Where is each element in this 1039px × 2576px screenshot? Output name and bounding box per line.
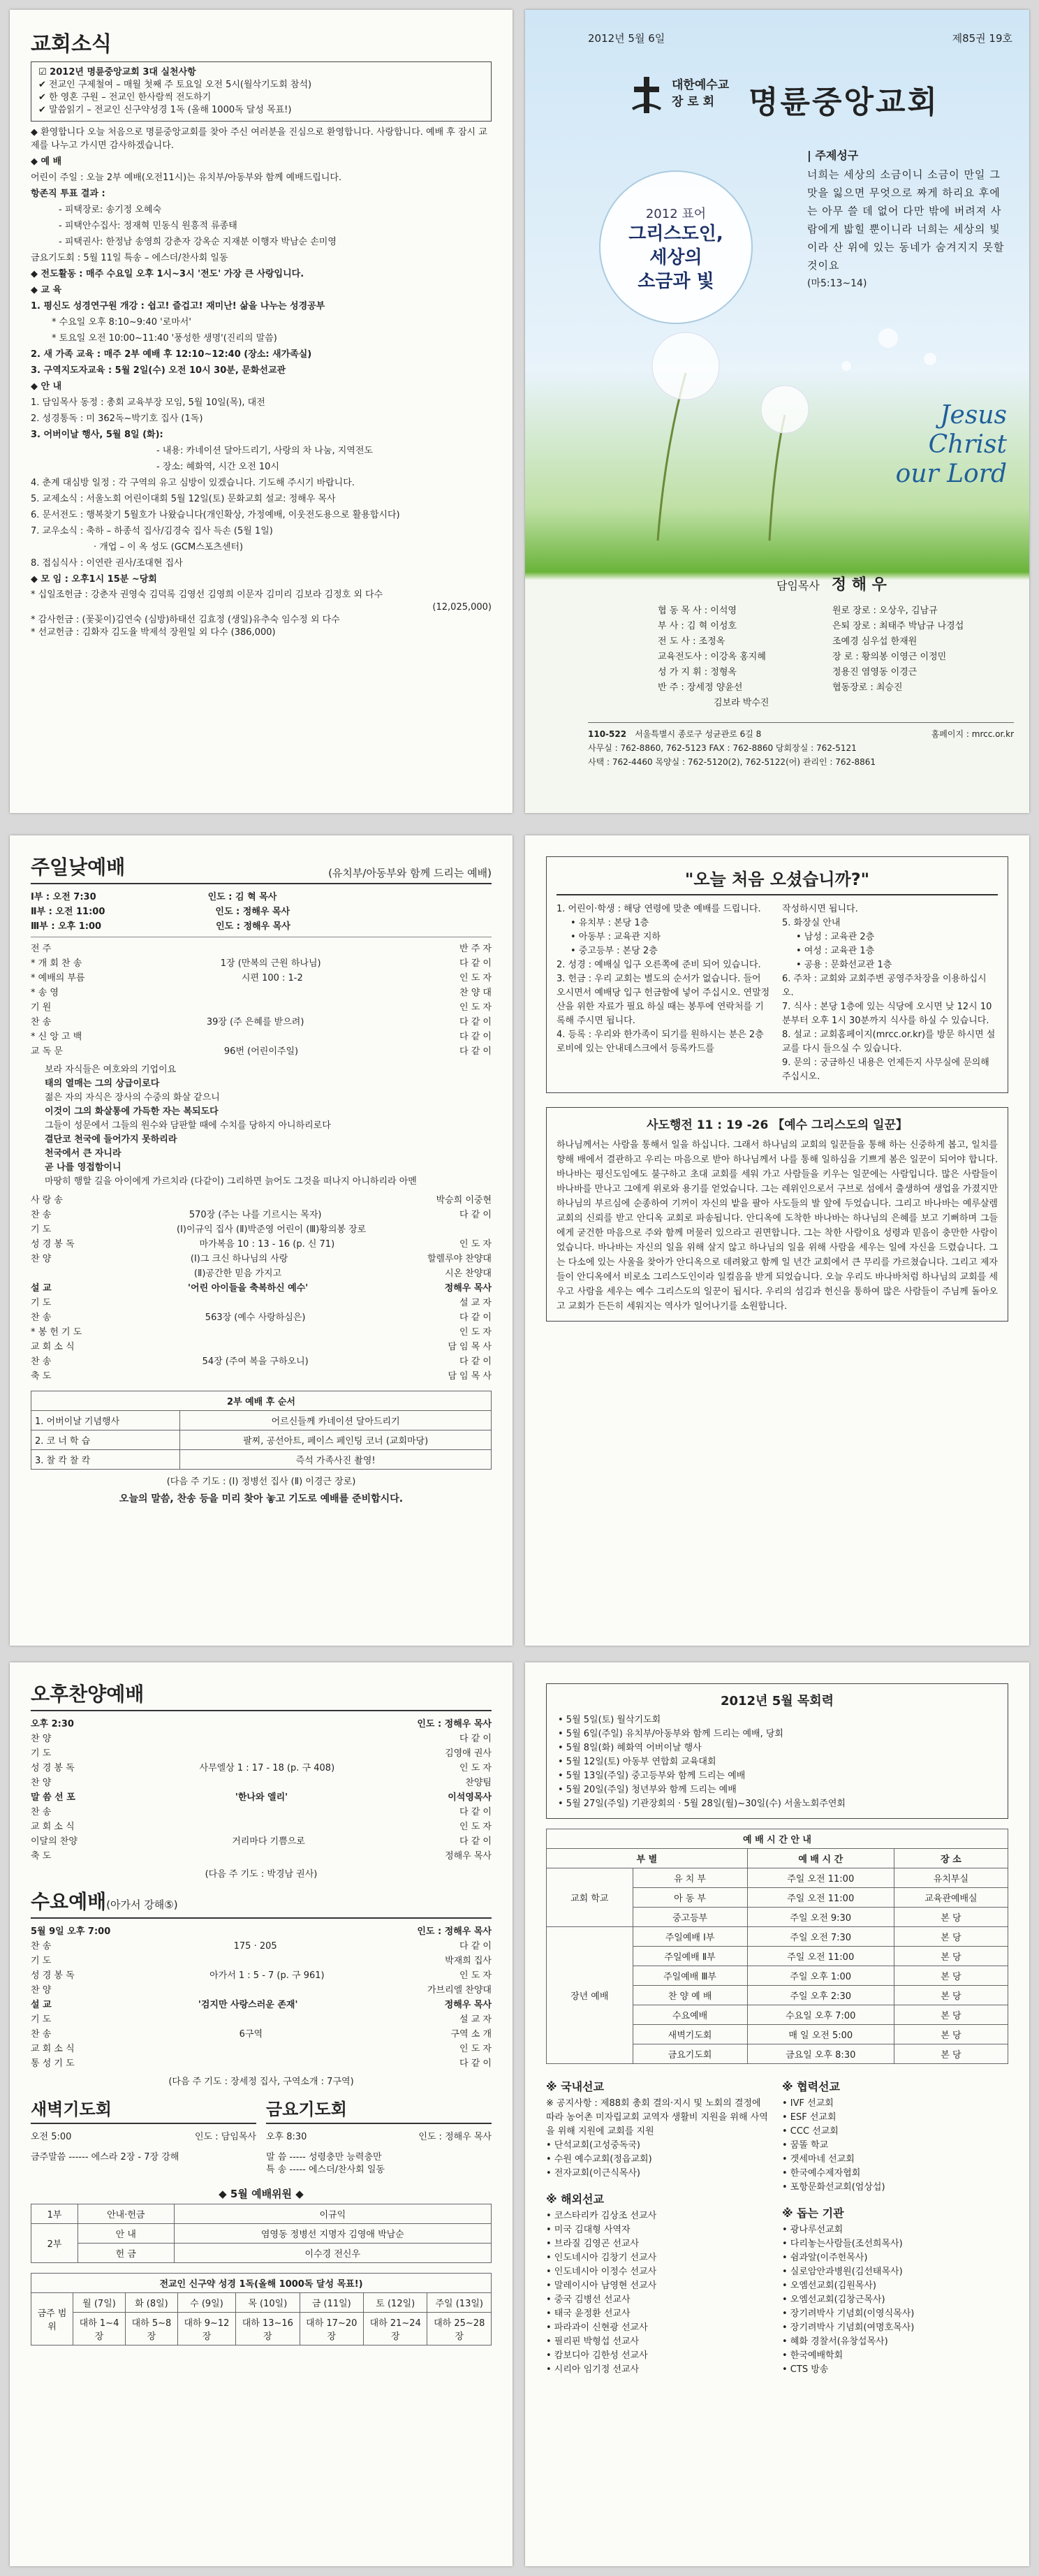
motto-line: 그리스도인, bbox=[628, 224, 723, 244]
friday-word: 말 씀 ----- 성령충만 능력충만 bbox=[266, 2152, 382, 2162]
phone-numbers: 사택 : 762-4460 목양실 : 762-5120(2), 762-5122(어) 관리인 : 762-8861 bbox=[588, 757, 876, 767]
service-time: Ⅲ부 : 오후 1:00 bbox=[31, 921, 102, 932]
list-item: • 필리핀 박형섭 선교사 bbox=[546, 2336, 640, 2347]
table-row: 중고등부 주일 오전 9:30 본 당 bbox=[547, 1908, 1008, 1927]
table-row: 2부 안 내 염영동 정병선 지명자 김영애 박남순 bbox=[31, 2224, 492, 2244]
order-row: 통 성 기 도 다 같 이 bbox=[31, 2058, 492, 2069]
news-line: 8. 접심식사 : 이연란 권사/조대현 집사 bbox=[31, 558, 183, 569]
guide-item: 2. 성경 : 예배실 입구 오른쪽에 준비 되어 있습니다. bbox=[557, 960, 761, 970]
reading-line: 보라 자식들은 여호와의 기업이요 bbox=[45, 1064, 177, 1075]
order-row: 기 도 박재희 집사 bbox=[31, 1956, 492, 1966]
staff-entry: 은퇴 장로 : 최태주 박남규 나경섭 bbox=[832, 621, 964, 631]
dawn-title: 새벽기도회 bbox=[31, 2100, 112, 2119]
friday-word: 특 송 ----- 에스더/찬사회 일동 bbox=[266, 2165, 385, 2175]
staff-entry: 협동장로 : 최승진 bbox=[832, 682, 903, 693]
box-line: ✔ 한 영혼 구원 – 전교인 한사람씩 전도하기 bbox=[38, 92, 212, 103]
table-row: 금요기도회 금요일 오후 8:30 본 당 bbox=[547, 2044, 1008, 2064]
calendar-item: • 5월 20일(주일) 청년부와 함께 드리는 예배 bbox=[558, 1785, 737, 1795]
order-row: 사 랑 송 박승희 이중현 bbox=[31, 1195, 492, 1206]
order-row: * 봉 헌 기 도 인 도 자 bbox=[31, 1327, 492, 1338]
news-line: 1. 담임목사 동정 : 총회 교육부장 모임, 5월 10일(목), 대전 bbox=[31, 397, 265, 408]
cover-page bbox=[525, 10, 1029, 813]
homepage: 홈페이지 : mrcc.or.kr bbox=[931, 729, 1014, 739]
list-item: • 꿈똘 학교 bbox=[782, 2140, 829, 2151]
wednesday-time: 5월 9일 오후 7:00 bbox=[31, 1926, 111, 1937]
order-row: 찬 양 찬양팀 bbox=[31, 1778, 492, 1788]
friday-title: 금요기도회 bbox=[266, 2100, 347, 2119]
duty-title: ◆ 5월 예배위원 ◆ bbox=[219, 2188, 304, 2200]
reading-line: 곧 나를 영접함이니 bbox=[45, 1162, 121, 1173]
bible-reading-table bbox=[31, 2273, 492, 2346]
guide-item: 3. 헌금 : 우리 교회는 별도의 순서가 없습니다. 들어 오시면서 예배당 입구 헌금함에 넣어 주십시오. 연말정산을 위한 자료가 필요 하실 때는 봉투에 연락처를 기록해 주시면 됩니다. bbox=[557, 974, 770, 1026]
service-time: Ⅱ부 : 오전 11:00 bbox=[31, 907, 105, 917]
dawn-leader: 인도 : 담임목사 bbox=[195, 2132, 256, 2142]
theme-reference: (마5:13~14) bbox=[807, 278, 867, 289]
order-row: 전 주 반 주 자 bbox=[31, 944, 492, 954]
visitor-title: "오늘 처음 오셨습니까?" bbox=[557, 865, 998, 895]
offering-line: * 감사헌금 : (꽃꽂이)김연숙 (심방)하태선 김효정 (생일)유추숙 임수정 외 다수 bbox=[31, 615, 340, 625]
motto-line: 소금과 빛 bbox=[638, 271, 714, 292]
table-row: 헌 금 이수경 전신우 bbox=[31, 2244, 492, 2263]
afternoon-title: 오후찬양예배 bbox=[31, 1683, 145, 1706]
list-item: • 오엠선교회(김창근목사) bbox=[782, 2295, 885, 2305]
cooperative-mission-heading: ※ 협력선교 bbox=[782, 2080, 840, 2093]
friday-leader: 인도 : 정해우 목사 bbox=[418, 2132, 492, 2142]
list-item: • 겟세마네 선교회 bbox=[782, 2154, 855, 2165]
welcome-text: ◆ 환영합니다 오늘 처음으로 명륜중앙교회를 찾아 주신 여러분을 진심으로 환영합니다. 사랑합니다. 예배 후 잠시 교제를 나누고 가시면 감사하겠습니다. bbox=[31, 127, 487, 151]
issue-date: 2012년 5월 6일 bbox=[588, 32, 665, 45]
table-row: 교회 학교 유 치 부 주일 오전 11:00 유치부실 bbox=[547, 1868, 1008, 1888]
list-item: ※ 공지사항 : 제88회 총회 결의·지시 및 노회의 결정에 따라 농어촌 미자립교회 교역자 생활비 지원을 위해 사역을 위해 지원에 교회를 지원 bbox=[546, 2098, 768, 2137]
sermon-text: 하나님께서는 사람을 통해서 일을 하십니다. 그래서 하나님의 교회의 일꾼들을 통해 하는 신중하게 봅고, 일치를 향해 배에서 결관하고 우리는 마음으로 받아 하나님께서 나를 통해 일하심을 기쁘게 봄은 일꾼이 되어야 합니다. 바나바는 평신도임에도 불구하고 초대 교회를 세워 가고 사람들을 키우는 일꾼에는 사람입니다. 많은 사람들이 바나바를 만나고 그에게 위로와 용기를 얻었습니다. 그는 레위인으로서 구브로 섬에서 출생하여 생업을 가졌지만 하나님의 부르심에 순종하여 기꺼이 자신의 밭을 팔아 사도들의 발 앞에 두었습니다. 그리고 바나바는 예루살렘 교회의 신뢰를 받고 안디옥 교회로 파송됩니다. 안디옥에 도착한 바나바는 하나님의 은혜를 보고 기뻐하며 그들에게 굳건한 마음으로 주와 함께 머물러 있으라고 권면합니다. 그는 착한 사람이요 성령과 믿음이 충만한 사람이었습니다. 바나바는 자신의 일을 위해 살지 않고 하나님의 일을 위해 사람을 세우는 일에 자신을 드렸습니다. 그는 다소에 있는 사울을 찾아가 안디옥으로 데려왔고 함께 일 년간 교회에서 큰 무리를 가르쳤습니다. 그리고 제자들이 안디옥에서 비로소 그리스도인이라 일컬음을 받게 되었습니다. 오늘 우리도 바나바처럼 하나님의 교회를 세우고 사람을 세우는 예수 그리스도의 일꾼이 됩시다. 우리의 섬김과 헌신을 통하여 많은 사람들이 주님께 돌아오고 교회가 든든히 세워지는 역사가 일어나기를 소원합니다. bbox=[557, 1140, 998, 1312]
order-row: * 신 앙 고 백 다 같 이 bbox=[31, 1032, 492, 1042]
order-row: 교 회 소 식 인 도 자 bbox=[31, 2044, 492, 2054]
guide-item: 9. 문의 : 궁금하신 내용은 언제든지 사무실에 문의해 주십시오. bbox=[782, 1058, 989, 1082]
staff-entry: 반 주 : 장세정 양윤선 bbox=[658, 682, 743, 693]
friday-time: 오후 8:30 bbox=[266, 2132, 307, 2142]
page-footer: 오늘의 말씀, 찬송 등을 미리 찾아 놓고 기도로 예배를 준비합시다. bbox=[119, 1493, 404, 1505]
guide-item: • 공용 : 문화선교관 1층 bbox=[796, 960, 892, 970]
list-item: • 코스타리카 김상조 선교사 bbox=[546, 2211, 657, 2221]
news-line: 6. 문서전도 : 행복찾기 5월호가 나왔습니다(개인확상, 가정예배, 이웃전도용으로 활용합시다) bbox=[31, 510, 400, 520]
table-row: 부 별 예 배 시 간 장 소 bbox=[547, 1849, 1008, 1868]
news-line: 금요기도회 : 5월 11일 특송 – 에스더/찬사회 일동 bbox=[31, 253, 228, 263]
list-item: • 포항문화선교회(엄상섭) bbox=[782, 2182, 885, 2193]
list-item: • 브라질 김영곤 선교사 bbox=[546, 2239, 640, 2249]
wednesday-subtitle: (아가서 강해⑤) bbox=[106, 1898, 178, 1911]
order-row: 성 경 봉 독 마가복음 10 : 13 - 16 (p. 신 71) 인 도 자 bbox=[31, 1239, 492, 1250]
order-row: 찬 송 54장 (주여 복을 구하오니) 다 같 이 bbox=[31, 1356, 492, 1367]
box-line: ✔ 말씀읽기 – 전교인 신구약성경 1독 (올해 1000독 달성 목표!) bbox=[38, 105, 292, 115]
domestic-mission-heading: ※ 국내선교 bbox=[546, 2080, 604, 2093]
visitor-page bbox=[525, 835, 1029, 1646]
news-line: 7. 교우소식 : 축하 – 하종석 집사/김경숙 집사 득손 (5월 1일) bbox=[31, 526, 273, 536]
denomination: 장 로 회 bbox=[672, 95, 715, 109]
next-week-prayer: (다음 주 기도 : (Ⅰ) 정병선 집사 (Ⅱ) 이경근 장로) bbox=[166, 1477, 356, 1487]
news-line: 2. 성경통독 : 미 362독~박기호 집사 (1독) bbox=[31, 414, 203, 424]
list-item: • 실로암안과병원(김선태목사) bbox=[782, 2267, 903, 2277]
calendar-item: • 5월 12일(토) 아동부 연합회 교육대회 bbox=[558, 1757, 716, 1767]
service-leader: 인도 : 김 혁 목사 bbox=[207, 892, 277, 902]
theme-heading: | 주제성구 bbox=[807, 149, 859, 162]
order-row: 축 도 담 임 목 사 bbox=[31, 1371, 492, 1382]
list-item: • 말레이시아 남영현 선교사 bbox=[546, 2281, 657, 2291]
news-line: 3. 구역지도자교육 : 5월 2일(수) 오전 10시 30분, 문화선교관 bbox=[31, 365, 286, 376]
news-line: 어린이 주일 : 오늘 2부 예배(오전11시)는 유치부/아동부와 함께 예배드립니다. bbox=[31, 173, 342, 183]
pastor-label: 담임목사 bbox=[776, 579, 820, 592]
news-line: - 내용: 카네이션 달아드리기, 사랑의 차 나눔, 지역전도 bbox=[156, 446, 373, 456]
reading-line: 결단코 천국에 들어가지 못하리라 bbox=[45, 1134, 177, 1145]
news-line: 4. 춘계 대심방 일정 : 각 구역의 유고 심방이 있겠습니다. 기도해 주시기 바랍니다. bbox=[31, 478, 355, 488]
slogan-line: our Lord bbox=[895, 460, 1007, 488]
staff-entry: 전 도 사 : 조정옥 bbox=[658, 636, 725, 647]
list-item: • 태국 윤정환 선교사 bbox=[546, 2308, 631, 2319]
list-item: • 미국 김대형 사역자 bbox=[546, 2225, 631, 2235]
list-item: • 인도네시아 김창기 선교사 bbox=[546, 2253, 657, 2263]
calendar-item: • 5월 5일(토) 월삭기도회 bbox=[558, 1715, 661, 1725]
reading-line: 천국에서 큰 자니라 bbox=[45, 1148, 121, 1159]
guide-item: • 여성 : 교육관 1층 bbox=[796, 946, 875, 956]
news-page bbox=[10, 10, 513, 813]
section-heading: ◆ 교 육 bbox=[31, 285, 62, 295]
visitor-guide-box bbox=[546, 856, 1008, 1093]
wednesday-title: 수요예배 bbox=[31, 1890, 107, 1913]
reading-line: 그들이 성문에서 그들의 원수와 담판할 때에 수치를 당하지 아니하리로다 bbox=[45, 1120, 331, 1131]
reading-line: 마땅히 행할 길을 아이에게 가르치라 (다같이) 그리하면 늙어도 그것을 떠나지 아니하리라 아멘 bbox=[45, 1176, 417, 1187]
order-row: * 개 회 찬 송 1장 (만복의 근원 하나님) 다 같 이 bbox=[31, 958, 492, 969]
news-line: 5. 교제소식 : 서울노회 어린이대회 5월 12일(토) 문화교회 설교: 정해우 목사 bbox=[31, 494, 336, 504]
reading-line: 젊은 자의 자식은 장사의 수중의 화살 같으니 bbox=[45, 1092, 220, 1103]
section-heading: ◆ 모 임 : 오후1시 15분 ~당회 bbox=[31, 574, 157, 585]
order-row: (Ⅱ)공간한 믿음 가지고 시온 찬양대 bbox=[193, 1268, 492, 1279]
table-row: 1. 어버이날 기념행사 어르신들께 카네이션 달아드리기 bbox=[31, 1411, 492, 1430]
dawn-word: 금주말씀 ------ 에스라 2장 - 7장 강해 bbox=[31, 2152, 179, 2162]
section-heading: ◆ 예 배 bbox=[31, 156, 62, 167]
guide-item: 8. 설교 : 교회홈페이지(mrcc.or.kr)를 방문 하시면 설교를 다시 들으실 수 있습니다. bbox=[782, 1030, 996, 1054]
list-item: • 파라과이 신현광 선교사 bbox=[546, 2322, 648, 2333]
page-title: 교회소식 bbox=[31, 32, 112, 57]
guide-item: • 아동부 : 교육관 지하 bbox=[570, 932, 661, 942]
sunday-worship-page bbox=[10, 835, 513, 1646]
order-row: 설 교 '어린 아이들을 축복하신 예수' 정해우 목사 bbox=[31, 1283, 492, 1294]
order-row: 찬 송 570장 (주는 나를 기르시는 목자) 다 같 이 bbox=[31, 1210, 492, 1220]
order-row: 성 경 봉 독 아가서 1 : 5 - 7 (p. 구 961) 인 도 자 bbox=[31, 1970, 492, 1981]
calendar-title: 2012년 5월 목회력 bbox=[720, 1694, 834, 1708]
staff-entry: 원로 장로 : 오상우, 김남규 bbox=[832, 606, 938, 616]
theme-verse: 너희는 세상의 소금이니 소금이 만일 그 맛을 잃으면 무엇으로 짜게 하리요 후에는 아무 쓸 데 없어 다만 밖에 버려져 사람에게 밟힐 뿐이니라 너희는 세상의 빛이라 산 위에 있는 동네가 숨겨지지 못할 것이요 bbox=[807, 168, 1005, 272]
list-item: • CCC 선교회 bbox=[782, 2126, 839, 2137]
order-row: 성 경 봉 독 사무엘상 1 : 17 - 18 (p. 구 408) 인 도 자 bbox=[31, 1763, 492, 1773]
zip-code: 110-522 bbox=[588, 729, 627, 739]
list-item: • 캄보디아 김한성 선교사 bbox=[546, 2350, 648, 2361]
news-line: ◆ 전도활동 : 매주 수요일 오후 1시~3시 '전도' 가장 큰 사랑입니다. bbox=[31, 269, 304, 279]
list-item: • 혜화 경찰서(유창섭목사) bbox=[782, 2336, 888, 2347]
table-row: 아 동 부 주일 오전 11:00 교육관예배실 bbox=[547, 1888, 1008, 1908]
staff-entry: 장 로 : 황의봉 이영근 이정민 bbox=[832, 652, 947, 662]
table-row: 3. 찰 칵 찰 칵 즉석 가족사진 촬영! bbox=[31, 1450, 492, 1470]
schedule-table bbox=[546, 1829, 1008, 2064]
table-row: 주일예배 Ⅱ부 주일 오전 11:00 본 당 bbox=[547, 1947, 1008, 1966]
calendar-item: • 5월 13일(주일) 중고등부와 함께 드리는 예배 bbox=[558, 1771, 746, 1781]
issue-number: 제85권 19호 bbox=[952, 32, 1012, 45]
list-item: • 한국예수제자협회 bbox=[782, 2168, 861, 2179]
news-line: - 장소: 혜화역, 시간 오전 10시 bbox=[156, 462, 279, 472]
order-row: 찬 송 다 같 이 bbox=[31, 1807, 492, 1817]
guide-item: 6. 주차 : 교회와 교회주변 공영주차장을 이용하십시오. bbox=[782, 974, 987, 998]
section-heading: ◆ 안 내 bbox=[31, 381, 62, 392]
order-row: 교 회 소 식 담 임 목 사 bbox=[31, 1342, 492, 1352]
news-line: 항존직 투표 결과 : bbox=[31, 189, 105, 199]
list-item: • 한국예배학회 bbox=[782, 2350, 843, 2361]
guide-item: 7. 식사 : 본당 1층에 있는 식당에 오시면 낮 12시 10분부터 오후 1시 30분까지 식사를 하실 수 있습니다. bbox=[782, 1002, 992, 1026]
reading-line: 태의 열매는 그의 상급이로다 bbox=[45, 1078, 160, 1089]
order-row: * 송 영 찬 양 대 bbox=[31, 988, 492, 998]
guide-item: 1. 어린이·학생 : 해당 연령에 맞춘 예배를 드립니다. bbox=[557, 904, 761, 914]
list-item: • 인도네시아 이정수 선교사 bbox=[546, 2267, 657, 2277]
service-leader: 인도 : 정해우 목사 bbox=[215, 907, 290, 917]
after-service-table bbox=[31, 1391, 492, 1470]
calendar-item: • 5월 8일(화) 혜화역 어버이날 행사 bbox=[558, 1743, 702, 1753]
table-row: 찬 양 예 배 주일 오후 2:30 본 당 bbox=[547, 1986, 1008, 2005]
table-row: 수요예배 수요일 오후 7:00 본 당 bbox=[547, 2005, 1008, 2025]
service-leader: 인도 : 정해우 목사 bbox=[216, 921, 290, 932]
order-row: 기 도 설 교 자 bbox=[31, 2014, 492, 2025]
order-row: 찬 양 (Ⅰ)그 크신 하나님의 사랑 할렐루야 찬양대 bbox=[31, 1254, 492, 1264]
offering-line: * 선교헌금 : 김화자 김도율 박제석 장원일 외 다수 (386,000) bbox=[31, 627, 276, 638]
other-worship-page bbox=[10, 1662, 513, 2566]
box-line: ✔ 전교인 구제철여 – 매월 첫째 주 토요일 오전 5시(월삭기도회 참석) bbox=[38, 80, 312, 90]
staff-entry: 조예경 심우섭 한재원 bbox=[832, 636, 918, 647]
guide-item: • 남성 : 교육관 2층 bbox=[796, 932, 875, 942]
news-line: 2. 새 가족 교육 : 매주 2부 예배 후 12:10~12:40 (장소: 새가족실) bbox=[31, 349, 312, 360]
motto-line: 세상의 bbox=[649, 247, 702, 268]
service-time: Ⅰ부 : 오전 7:30 bbox=[31, 892, 96, 902]
list-item: • 단석교회(고성중독국) bbox=[546, 2140, 640, 2151]
order-row: 교 회 소 식 인 도 자 bbox=[31, 1822, 492, 1832]
news-line: - 피택안수집사: 정재혁 민동식 원흥적 류종태 bbox=[59, 221, 237, 231]
news-line: 3. 어버이날 행사, 5월 8일 (화): bbox=[31, 430, 163, 440]
table-row: 1부 안내·헌금 이규익 bbox=[31, 2204, 492, 2224]
order-row: 이달의 찬양 거리마다 기쁨으로 다 같 이 bbox=[31, 1836, 492, 1847]
page-title: 주일낮예배 bbox=[31, 856, 126, 879]
order-row: 찬 송 6구역 구역 소 개 bbox=[31, 2029, 492, 2040]
news-line: 1. 평신도 성경연구원 개강 : 쉽고! 즐겁고! 재미난! 삶을 나누는 성경공부 bbox=[31, 301, 325, 312]
staff-list bbox=[658, 603, 1007, 711]
slogan-line: Jesus Christ bbox=[928, 401, 1007, 459]
list-item: • 광나루선교회 bbox=[782, 2225, 843, 2235]
list-item: • CTS 방송 bbox=[782, 2364, 829, 2375]
order-row: 찬 양 가브리엘 찬양대 bbox=[31, 1985, 492, 1996]
order-row: 축 도 정해우 목사 bbox=[31, 1851, 492, 1861]
phone-numbers: 사무실 : 762-8860, 762-5123 FAX : 762-8860 당회장실 : 762-5121 bbox=[588, 743, 857, 753]
order-row: 기 도 설 교 자 bbox=[31, 1298, 492, 1308]
afternoon-time: 오후 2:30 bbox=[31, 1719, 74, 1729]
next-week-prayer: (다음 주 기도 : 장세정 집사, 구역소개 : 7구역) bbox=[168, 2077, 354, 2087]
staff-entry: 부 사 : 김 혁 이성호 bbox=[658, 621, 737, 631]
list-item: • IVF 선교회 bbox=[782, 2098, 834, 2109]
list-item: • 장기려박사 기념회(이영식목사) bbox=[782, 2308, 915, 2319]
guide-item: • 중고등부 : 본당 2층 bbox=[570, 946, 658, 956]
order-row: 찬 송 39장 (주 은혜를 받으려) 다 같 이 bbox=[31, 1017, 492, 1027]
list-item: • ESF 선교회 bbox=[782, 2112, 837, 2123]
pastor-name: 정 해 우 bbox=[831, 576, 887, 594]
table-header: 예 배 시 간 안 내 bbox=[547, 1829, 1008, 1849]
list-item: • 수원 예수교회(정읍교회) bbox=[546, 2154, 652, 2165]
guide-item: • 유치부 : 본당 1층 bbox=[570, 918, 649, 928]
church-name: 명륜중앙교회 bbox=[749, 85, 940, 120]
reading-line: 이것이 그의 화살통에 가득한 자는 복되도다 bbox=[45, 1106, 219, 1117]
overseas-mission-heading: ※ 해외선교 bbox=[546, 2193, 604, 2206]
order-row: 찬 양 다 같 이 bbox=[31, 1734, 492, 1744]
staff-entry: 협 동 목 사 : 이석영 bbox=[658, 606, 737, 616]
table-header: 전교인 신구약 성경 1독(올해 1000독 달성 목표!) bbox=[31, 2274, 492, 2293]
practice-box bbox=[31, 61, 492, 122]
calendar-box bbox=[546, 1683, 1008, 1819]
list-item: • 시리아 임기정 선교사 bbox=[546, 2364, 640, 2375]
calendar-item: • 5월 27일(주일) 기관장회의 · 5월 28일(월)~30일(수) 서울노회주연회 bbox=[558, 1799, 846, 1809]
staff-entry: 정용진 염영동 이경근 bbox=[832, 667, 918, 678]
table-header: 2부 예배 후 순서 bbox=[31, 1391, 492, 1411]
table-row: 장년 예배 주일예배 Ⅰ부 주일 오전 7:30 본 당 bbox=[547, 1927, 1008, 1947]
news-line: * 토요일 오전 10:00~11:40 '풍성한 생명'(진리의 말씀) bbox=[52, 333, 277, 344]
dawn-time: 오전 5:00 bbox=[31, 2132, 72, 2142]
church-logo-icon bbox=[630, 74, 663, 116]
list-item: • 쉼과알(이주헌목사) bbox=[782, 2253, 868, 2263]
order-row: * 예배의 부름 시편 100 : 1-2 인 도 자 bbox=[31, 973, 492, 983]
news-line: · 개업 – 이 옥 성도 (GCM스포츠센터) bbox=[94, 542, 244, 552]
list-item: • 중국 김병선 선교사 bbox=[546, 2295, 631, 2305]
offering-line: * 십일조헌금 : 강춘자 권영숙 김덕록 김영선 김영희 이문자 김미리 김보라 김정호 외 다수 bbox=[31, 590, 383, 600]
news-line: - 피택장로: 송기정 오혜숙 bbox=[59, 205, 162, 215]
table-row: 대하 1~4장 대하 5~8장 대하 9~12장 대하 13~16장 대하 17~20장 대하 21~24장 대하 25~28장 bbox=[31, 2313, 492, 2346]
box-line: ☑ 2012년 명륜중앙교회 3대 실천사항 bbox=[38, 67, 196, 78]
table-row: 2. 코 너 학 습 팔찌, 공선아트, 페이스 페인팅 코너 (교회마당) bbox=[31, 1430, 492, 1450]
order-row: 찬 송 563장 (예수 사랑하심은) 다 같 이 bbox=[31, 1312, 492, 1323]
order-row: 말 씀 선 포 '한나와 엘리' 이석영목사 bbox=[31, 1792, 492, 1803]
list-item: • 오엠선교회(김원목사) bbox=[782, 2281, 876, 2291]
supporting-orgs-heading: ※ 돕는 기관 bbox=[782, 2207, 844, 2220]
staff-entry: 성 가 지 휘 : 정형옥 bbox=[658, 667, 737, 678]
guide-item: 작성하시면 됩니다. bbox=[782, 904, 858, 914]
denomination: 대한예수교 bbox=[672, 78, 730, 92]
order-row: 기 도 김영애 권사 bbox=[31, 1748, 492, 1759]
order-row: 설 교 '검지만 사랑스러운 존재' 정해우 목사 bbox=[31, 2000, 492, 2010]
address: 서울특별시 종로구 성균관로 6길 8 bbox=[635, 729, 762, 739]
staff-entry: 교육전도사 : 이강옥 홍지혜 bbox=[658, 652, 766, 662]
guide-item: 5. 화장실 안내 bbox=[782, 918, 841, 928]
afternoon-leader: 인도 : 정해우 목사 bbox=[417, 1719, 492, 1729]
staff-entry: 김보라 박수진 bbox=[714, 698, 769, 708]
duty-table bbox=[31, 2204, 492, 2263]
news-line: - 피택권사: 한정남 송영희 강춘자 강옥순 지재분 이행자 박남순 손미영 bbox=[59, 237, 337, 247]
table-row: 금주 범위 월 (7일) 화 (8일) 수 (9일) 목 (10일) 금 (11일) 토 (12일) 주일 (13일) bbox=[31, 2293, 492, 2313]
table-row: 주일예배 Ⅲ부 주일 오후 1:00 본 당 bbox=[547, 1966, 1008, 1986]
offering-total: (12,025,000) bbox=[432, 602, 492, 613]
list-item: • 전자교회(이근식목사) bbox=[546, 2168, 640, 2179]
sermon-title: 사도행전 11 : 19 -26 【예수 그리스도의 일꾼】 bbox=[647, 1118, 908, 1132]
wednesday-leader: 인도 : 정해우 목사 bbox=[417, 1926, 492, 1937]
next-week-prayer: (다음 주 기도 : 박경남 권사) bbox=[205, 1869, 318, 1880]
list-item: • 장기려박사 기념회(여명호목사) bbox=[782, 2322, 915, 2333]
calendar-item: • 5월 6일(주일) 유치부/아동부와 함께 드리는 예배, 당회 bbox=[558, 1729, 783, 1739]
order-row: 찬 송 175 · 205 다 같 이 bbox=[31, 1941, 492, 1952]
page-subtitle: (유치부/아동부와 함께 드리는 예배) bbox=[328, 867, 492, 879]
order-row: 교 독 문 96번 (어린이주일) 다 같 이 bbox=[31, 1046, 492, 1057]
order-row: 기 원 인 도 자 bbox=[31, 1002, 492, 1013]
table-row: 새벽기도회 매 일 오전 5:00 본 당 bbox=[547, 2025, 1008, 2044]
calendar-page bbox=[525, 1662, 1029, 2566]
guide-item: 4. 등록 : 우리와 한가족이 되기를 원하시는 분은 2층 로비에 있는 안내데스크에서 등록카드를 bbox=[557, 1030, 764, 1054]
order-row: 기 도 (Ⅰ)이규익 집사 (Ⅱ)박준영 어린이 (Ⅲ)황의봉 장로 bbox=[31, 1224, 367, 1235]
sermon-summary-box bbox=[546, 1107, 1008, 1322]
list-item: • 다리놓는사람들(조선희목사) bbox=[782, 2239, 903, 2249]
news-line: * 수요일 오후 8:10~9:40 '로마서' bbox=[52, 317, 191, 328]
motto-circle bbox=[599, 170, 753, 324]
motto-year: 2012 표어 bbox=[645, 207, 707, 221]
